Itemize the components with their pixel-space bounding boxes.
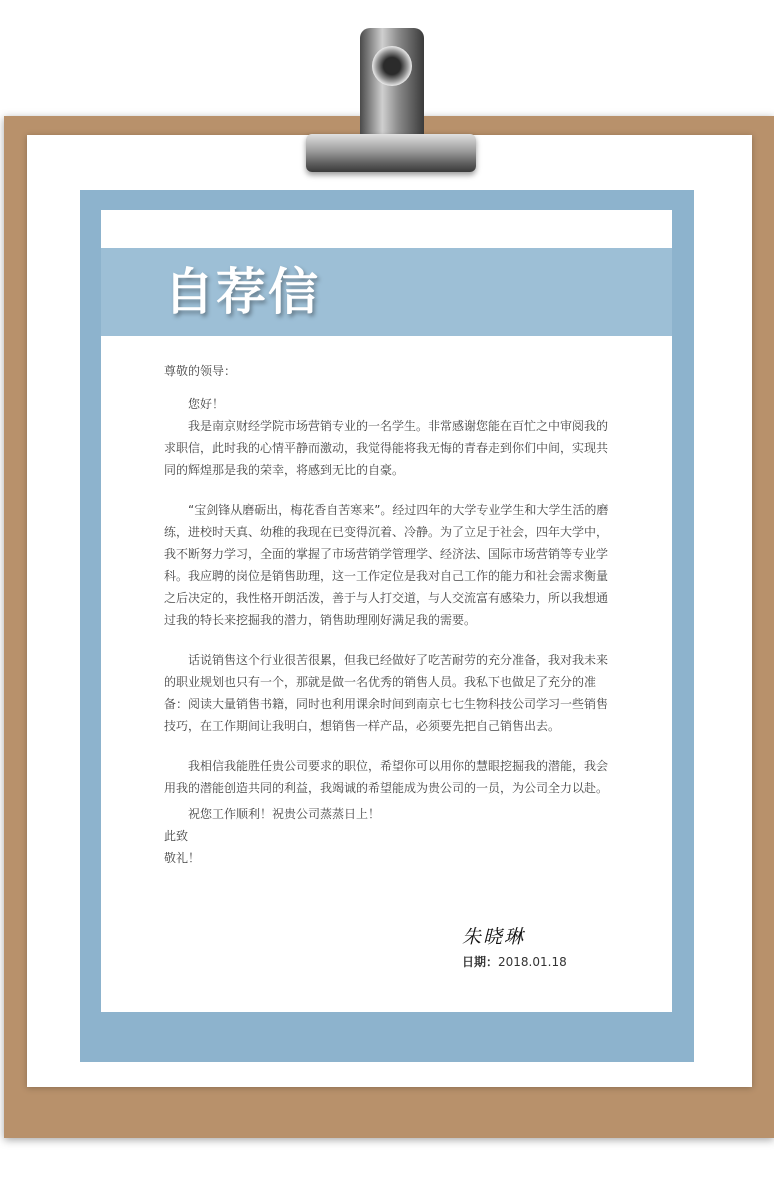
closing-line-1: 此致 xyxy=(164,829,189,843)
letter-body xyxy=(164,360,612,869)
paragraph-4: 我相信我能胜任贵公司要求的职位，希望你可以用你的慧眼挖掘我的潜能，我会用我的潜能创造共同的利益，我竭诚的希望能成为贵公司的一员，为公司全力以赴。 xyxy=(164,759,609,795)
salutation: 尊敬的领导： xyxy=(164,364,237,378)
date-line xyxy=(462,953,567,970)
greeting: 您好！ xyxy=(188,397,225,411)
paragraph-1: 我是南京财经学院市场营销专业的一名学生。非常感谢您能在百忙之中审阅我的求职信，此时我的心情平静而激动，我觉得能将我无悔的青春走到你们中间，实现共同的辉煌那是我的荣幸，将感到无比的自豪。 xyxy=(164,419,609,477)
page-title: 自荐信 xyxy=(164,263,320,321)
signature: 朱晓琳 xyxy=(462,926,526,948)
date-value: 2018.01.18 xyxy=(498,955,567,969)
binder-clip-base xyxy=(306,134,476,172)
binder-clip-ring xyxy=(372,46,412,86)
paragraph-3: 话说销售这个行业很苦很累，但我已经做好了吃苦耐劳的充分准备，我对我未来的职业规划也只有一个，那就是做一名优秀的销售人员。我私下也做足了充分的准备：阅读大量销售书籍，同时也利用课余时间到南京七七生物科技公司学习一些销售技巧，在工作期间让我明白，想销售一样产品，必须要先把自己销售出去。 xyxy=(164,653,609,733)
wish-line: 祝您工作顺利！祝贵公司蒸蒸日上！ xyxy=(188,807,381,821)
paragraph-2: “宝剑锋从磨砺出，梅花香自苦寒来”。经过四年的大学专业学生和大学生活的磨练，进校时天真、幼稚的我现在已变得沉着、冷静。为了立足于社会，四年大学中，我不断努力学习，全面的掌握了市场营销学管理学、经济法、国际市场营销等专业学科。我应聘的岗位是销售助理，这一工作定位是我对自己工作的能力和社会需求衡量之后决定的，我性格开朗活泼，善于与人打交道，与人交流富有感染力，所以我想通过我的特长来挖掘我的潜力，销售助理刚好满足我的需要。 xyxy=(164,503,609,627)
closing-line-2: 敬礼！ xyxy=(164,851,201,865)
date-label: 日期： xyxy=(462,955,499,969)
